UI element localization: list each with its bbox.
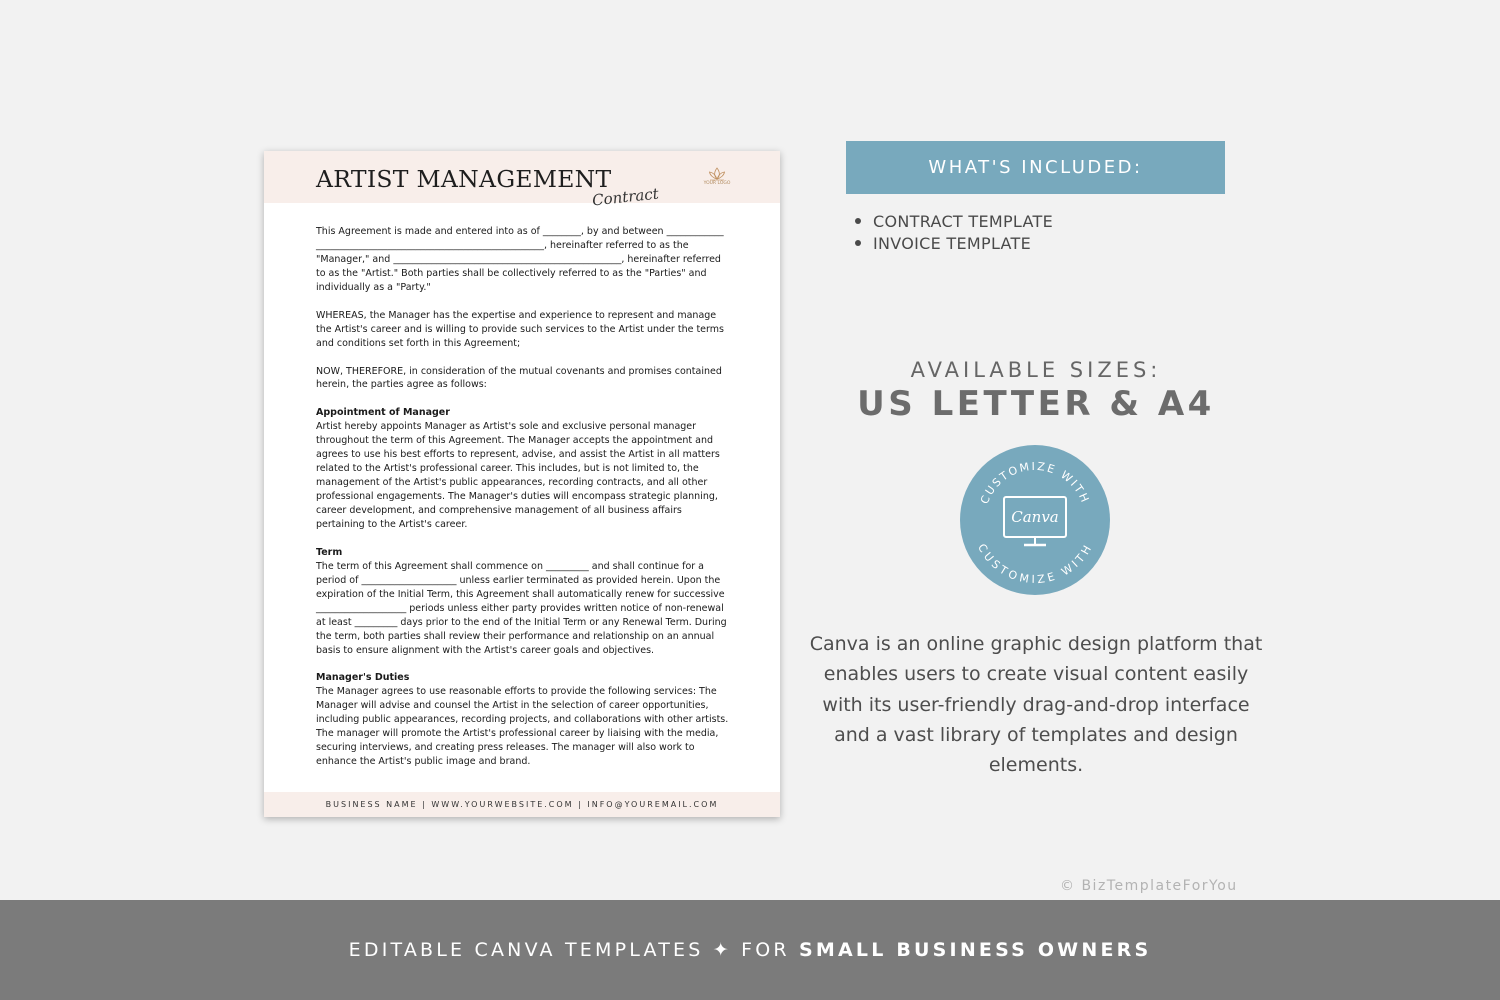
intro-paragraph: This Agreement is made and entered into as of ________, by and between ____________ ________________________________________________, hereinafter referred to as the "Manager," and ________________________________________________, hereinafter referred to as the "Artist." Both parties shall be collectively referred to as the "Parties" and individually as a "Party." xyxy=(316,226,724,293)
list-item xyxy=(855,211,1053,233)
whats-included-banner: WHAT'S INCLUDED: xyxy=(846,141,1225,194)
document-body xyxy=(316,225,730,783)
customize-with-canva-badge xyxy=(960,445,1110,595)
badge-bottom-text-path: CUSTOMIZE WITH xyxy=(975,541,1095,587)
list-item xyxy=(855,233,1053,255)
section-text: Artist hereby appoints Manager as Artist's sole and exclusive personal manager throughout the term of this Agreement. The Manager accepts the appointment and agrees to use his best efforts to represent, advise, and assist the Artist in all matters related to the Artist's professional career. This includes, but is not limited to, the management of the Artist's public appearances, recording contracts, and all other professional engagements. The Manager's duties will encompass strategic planning, career development, and comprehensive management of all business affairs pertaining to the Artist's career. xyxy=(316,421,720,530)
list-item-label: INVOICE TEMPLATE xyxy=(873,234,1032,253)
now-therefore-paragraph: NOW, THEREFORE, in consideration of the mutual covenants and promises contained herein, the parties agree as follows: xyxy=(316,365,722,391)
logo-text: YOUR LOGO xyxy=(703,181,731,186)
section-text: The term of this Agreement shall commence on _________ and shall continue for a period of ____________________ unless earlier terminated as provided herein. Upon the expiration of the Initial Term, this Agreement shall automatically renew for successive ___________________ periods unless either party provides written notice of non-renewal at least _________ days prior to the end of the Initial Term or any Renewal Term. During the term, both parties shall review their performance and relationship on an annual basis to ensure alignment with the Artist's career goals and objectives. xyxy=(316,560,727,656)
banner-text-part1: EDITABLE CANVA TEMPLATES xyxy=(348,939,704,961)
lotus-icon xyxy=(708,167,726,181)
sizes-value: US LETTER & A4 xyxy=(857,384,1215,424)
section-text: The Manager agrees to use reasonable efforts to provide the following services: The Manager will advise and counsel the Artist in the selection of career opportunities, including public appearances, recording projects, and collaborations with other artists. The manager will promote the Artist's professional career by liaising with the media, securing interviews, and creating press releases. The manager will also work to enhance the Artist's public image and brand. xyxy=(316,686,729,768)
sparkle-icon: ✦ xyxy=(712,939,732,961)
badge-brand: Canva xyxy=(1011,508,1059,526)
sizes-label: AVAILABLE SIZES: xyxy=(910,358,1162,382)
badge-top-text-path: CUSTOMIZE WITH xyxy=(977,459,1093,506)
banner-text-part3: SMALL BUSINESS OWNERS xyxy=(799,939,1152,961)
document-footer: BUSINESS NAME | WWW.YOURWEBSITE.COM | INFO@YOUREMAIL.COM xyxy=(264,792,780,817)
bullet-icon xyxy=(855,218,861,224)
whereas-paragraph: WHEREAS, the Manager has the expertise and experience to represent and manage the Artist's career and is willing to provide such services to the Artist under the terms and conditions set forth in this Agreement; xyxy=(316,309,724,349)
copyright-credit: © BizTemplateForYou xyxy=(1060,878,1238,894)
section-heading: Manager's Duties xyxy=(316,672,410,684)
list-item-label: CONTRACT TEMPLATE xyxy=(873,212,1053,231)
contract-document xyxy=(264,151,780,817)
canva-description: Canva is an online graphic design platform that enables users to create visual content easily with its user-friendly drag-and-drop interface and a vast library of templates and design elements. xyxy=(809,633,1263,777)
document-title: ARTIST MANAGEMENT xyxy=(316,165,612,193)
included-list xyxy=(855,211,1053,255)
section-heading: Appointment of Manager xyxy=(316,407,450,419)
bullet-icon xyxy=(855,240,861,246)
logo xyxy=(702,167,732,186)
document-header xyxy=(264,151,780,210)
banner-text-part2: FOR xyxy=(741,939,790,961)
section-heading: Term xyxy=(316,546,343,558)
bottom-banner xyxy=(0,900,1500,1000)
document-subtitle: Contract xyxy=(591,184,660,210)
